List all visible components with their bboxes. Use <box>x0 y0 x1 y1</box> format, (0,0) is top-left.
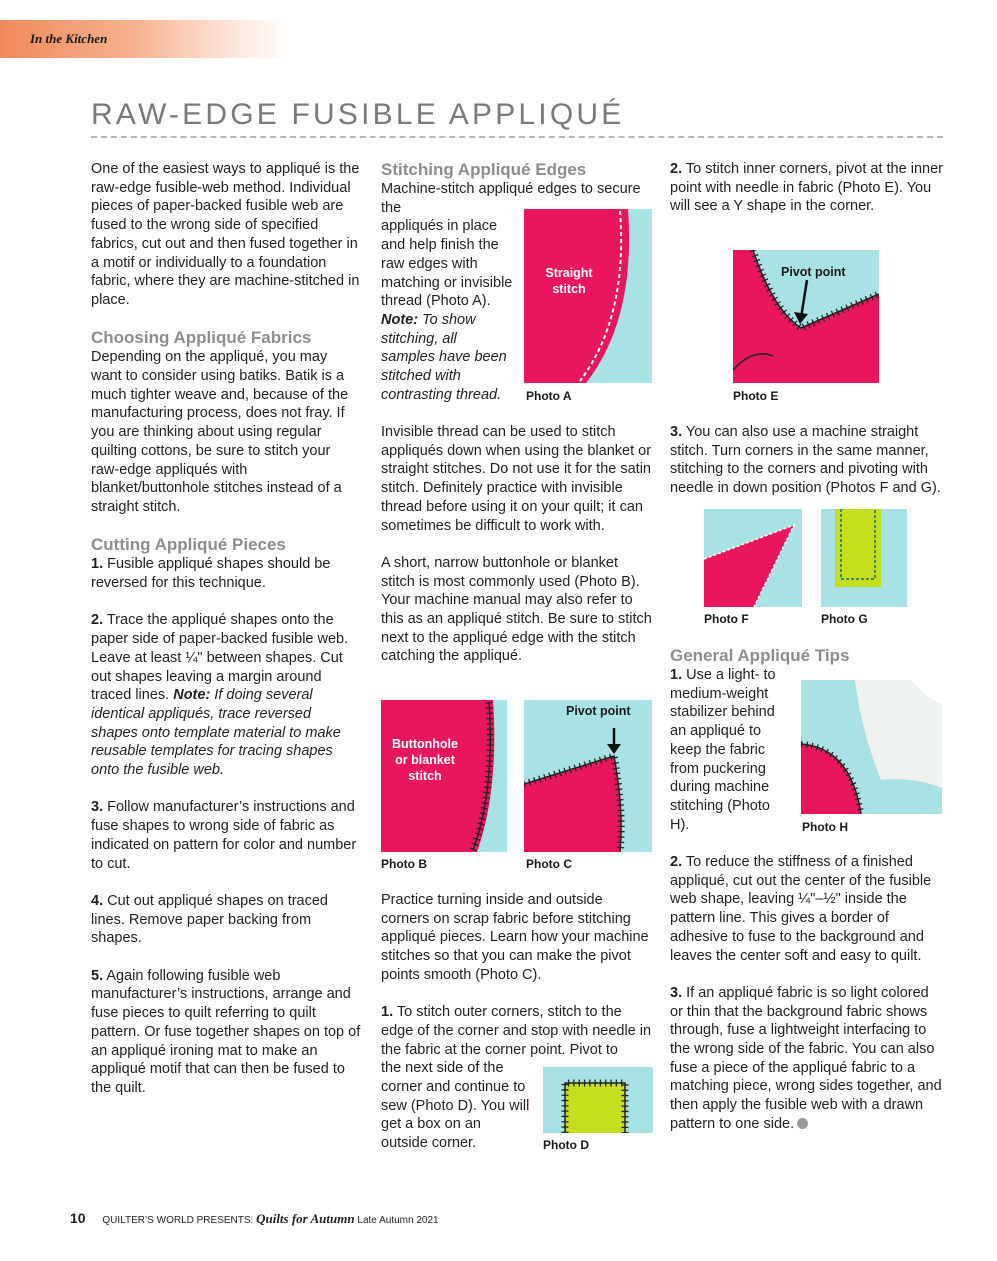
invisible-thread-paragraph: Invisible thread can be used to stitch appliqués down when using the blanket or straight stitches. Do not use it for the satin stitch. Definitely practice with invisible thread before using it on your quilt; it can sometimes be difficult to work with. <box>381 424 652 534</box>
outer-corner-step-cont: the next side of the corner and continue to sew (Photo D). You will get a box on an outside corner. <box>381 1060 530 1152</box>
cutting-step-1: 1. Fusible appliqué shapes should be reversed for this technique. <box>91 556 331 592</box>
choosing-paragraph: Depending on the appliqué, you may want to consider using batiks. Batik is a much tighter weave and, because of the manufacturing process, does not fray. If you are thinking about using regular quilting cottons, be sure to stitch your raw-edge appliqués with blanket/buttonhole stitches instead of a straight stitch. <box>91 349 349 515</box>
photo-h-caption: Photo H <box>802 820 848 834</box>
photo-b <box>381 700 507 852</box>
tip-3: 3. If an appliqué fabric is so light colored or thin that the background fabric shows through, fuse a lightweight interfacing to the wrong side of the fabric. You can also fuse a piece of the appliqué fabric to a matching piece, wrong sides together, and then apply the fusible web with a drawn pattern to one side. <box>670 984 942 1132</box>
inner-corner-step: 2. To stitch inner corners, pivot at the inner point with needle in fabric (Photo E). You will see a Y shape in the corner. <box>670 161 943 215</box>
photo-c <box>524 700 652 852</box>
series-title: Quilts for Autumn <box>256 1211 355 1226</box>
section-banner <box>0 20 290 58</box>
photo-e-label: Pivot point <box>781 265 846 279</box>
photo-e-caption: Photo E <box>733 389 779 403</box>
outer-corner-step: 1. To stitch outer corners, stitch to the edge of the corner and stop with needle in the fabric at the corner point. Pivot to <box>381 1004 652 1058</box>
end-mark-icon <box>797 1118 808 1129</box>
cutting-step-5: 5. Again following fusible web manufacturer’s instructions, arrange and fuse pieces to quilt referring to quilt pattern. Or fuse together shapes on top of an appliqué ironing mat to make an appliqué motif that can then be fused to the quilt. <box>91 967 361 1096</box>
issue-date: Late Autumn 2021 <box>357 1215 439 1226</box>
column-3-mid <box>670 423 945 498</box>
heading-stitching-edges: Stitching Appliqué Edges <box>381 160 587 179</box>
photo-e <box>733 250 879 383</box>
page-number: 10 <box>70 1210 86 1226</box>
photo-c-label: Pivot point <box>566 704 631 718</box>
heading-general-tips: General Appliqué Tips <box>670 646 850 665</box>
column-2-lower <box>381 423 653 666</box>
publication-name: QUILTER’S WORLD PRESENTS: <box>102 1215 254 1226</box>
photo-g <box>821 509 907 607</box>
intro-paragraph: One of the easiest ways to appliqué is the raw-edge fusible-web method. Individual pieces of paper-backed fusible web are fused to the wrong side of specified fabrics, cut out and then fused together in a motif or individually to a foundation fabric, where they are machine-stitched in place. <box>91 161 360 308</box>
practice-paragraph: Practice turning inside and outside corners on scrap fabric before stitching appliqué pieces. Learn how your machine stitches so that you can make the pivot points smooth (Photo C). <box>381 892 649 983</box>
cutting-step-3: 3. Follow manufacturer’s instructions and fuse shapes to wrong side of fabric as indicated on pattern for color and number to cut. <box>91 799 357 872</box>
photo-c-caption: Photo C <box>526 857 572 871</box>
photo-a-label: Straight stitch <box>545 266 593 296</box>
tip-2: 2. To reduce the stiffness of a finished appliqué, cut out the center of the fusible web shape, leaving ¼"–½" inside the pattern line. This gives a border of adhesive to fuse to the background and leaves the center soft and easy to quilt. <box>670 854 932 964</box>
photo-d <box>543 1067 653 1133</box>
photo-b-caption: Photo B <box>381 857 427 871</box>
stitching-paragraph: appliqués in place and help finish the raw edges with matching or invisible thread (Photo A). Note: To show stitching, all samples have been stitched with contrasting thread. <box>381 218 513 403</box>
photo-a <box>524 209 652 383</box>
page-title: RAW-EDGE FUSIBLE APPLIQUÉ <box>91 98 625 131</box>
straight-stitch-step: 3. You can also use a machine straight stitch. Turn corners in the same manner, stitching to the corners and pivoting with needle in down position (Photos F and G). <box>670 424 941 497</box>
photo-h <box>801 680 942 814</box>
title-divider <box>91 136 943 138</box>
photo-f <box>704 509 802 607</box>
cutting-step-2: 2. Trace the appliqué shapes onto the paper side of paper-backed fusible web. Leave at least ¼" between shapes. Cut out shapes leaving a margin around traced lines. Note: If doing several identical appliqués, trace reversed shapes onto template material to make reusable templates for tracing shapes onto the fusible web. <box>91 612 349 779</box>
tip-1: 1. Use a light- to medium-weight stabilizer behind an appliqué to keep the fabric from puckering during machine stitching (Photo H). <box>670 667 776 833</box>
buttonhole-paragraph: A short, narrow buttonhole or blanket stitch is most commonly used (Photo B). Your machine manual may also refer to this as an appliqué stitch. Be sure to stitch next to the appliqué edge with the stitch catching the appliqué. <box>381 554 652 665</box>
column-1 <box>91 160 361 1098</box>
section-label: In the Kitchen <box>30 31 108 46</box>
page-footer <box>70 1210 439 1227</box>
heading-cutting-pieces: Cutting Appliqué Pieces <box>91 535 286 555</box>
photo-g-caption: Photo G <box>821 612 868 626</box>
photo-f-caption: Photo F <box>704 612 749 626</box>
stitching-paragraph-lead: Machine-stitch appliqué edges to secure the <box>381 181 641 216</box>
photo-d-caption: Photo D <box>543 1138 589 1152</box>
photo-b-label: Buttonhole or blanket stitch <box>392 737 458 783</box>
cutting-step-4: 4. Cut out appliqué shapes on traced lines. Remove paper backing from shapes. <box>91 892 328 947</box>
column-3-top <box>670 160 945 216</box>
heading-choosing-fabrics: Choosing Appliqué Fabrics <box>91 328 312 348</box>
photo-a-caption: Photo A <box>526 389 572 403</box>
